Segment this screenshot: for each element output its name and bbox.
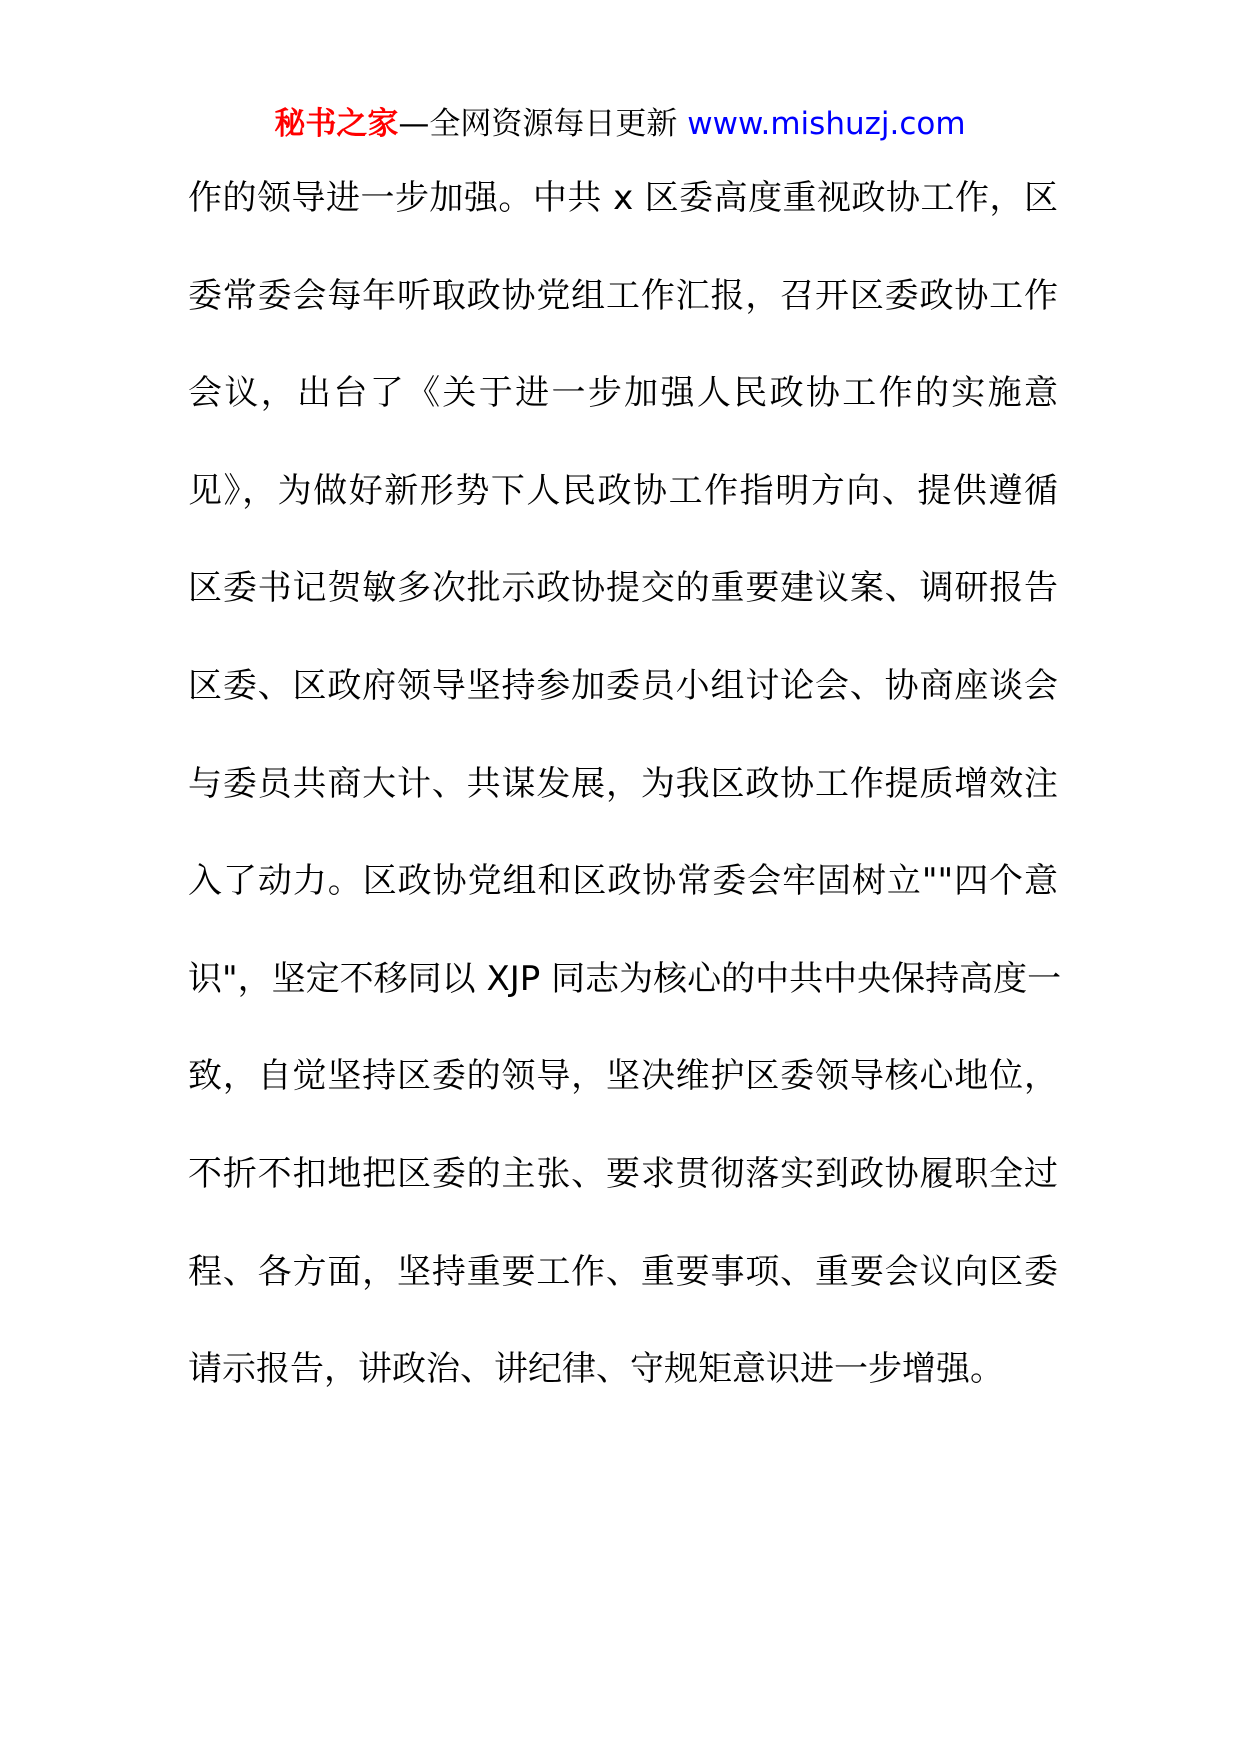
body-paragraph [188, 150, 1062, 1419]
text-line-1: 作的领导进一步加强。中共 x 区委高度重视政协工作，区 [188, 178, 1058, 218]
text-line-4: 见》，为做好新形势下人民政协工作指明方向、提供遵循 [188, 470, 1058, 511]
text-line-5: 区委书记贺敏多次批示政协提交的重要建议案、调研报告 [188, 568, 1058, 609]
text-line-13: 请示报告，讲政治、讲纪律、守规矩意识进一步增强。 [188, 1349, 1004, 1390]
text-line-2: 委常委会每年听取政协党组工作汇报，召开区委政协工作 [188, 275, 1058, 316]
text-line-8: 入了动力。区政协党组和区政协常委会牢固树立""四个意 [188, 861, 1058, 902]
text-line-10: 致，自觉坚持区委的领导，坚决维护区委领导核心地位， [188, 1056, 1058, 1097]
header-brand: 秘书之家 [274, 106, 399, 142]
page-header [0, 102, 1240, 146]
text-line-11: 不折不扣地把区委的主张、要求贯彻落实到政协履职全过 [188, 1153, 1058, 1194]
header-tagline: —全网资源每日更新 [398, 106, 678, 142]
text-line-7: 与委员共商大计、共谋发展，为我区政协工作提质增效注 [188, 763, 1058, 804]
header-url-link[interactable]: www.mishuzj.com [687, 106, 966, 142]
text-line-12: 程、各方面，坚持重要工作、重要事项、重要会议向区委 [188, 1251, 1058, 1292]
text-line-3: 会议，出台了《关于进一步加强人民政协工作的实施意 [188, 373, 1058, 414]
text-line-6: 区委、区政府领导坚持参加委员小组讨论会、协商座谈会 [188, 665, 1058, 706]
text-line-9: 识"，坚定不移同以 XJP 同志为核心的中共中央保持高度一 [188, 958, 1062, 999]
